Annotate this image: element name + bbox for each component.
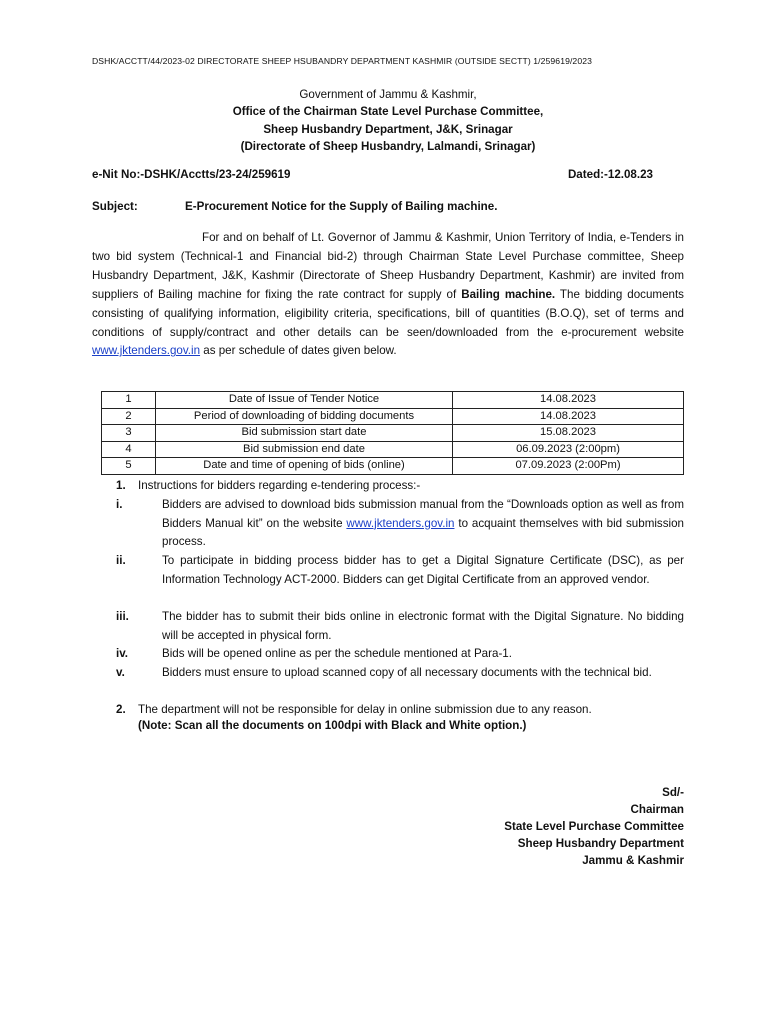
instruction-item (116, 645, 684, 664)
point-two-text: The department will not be responsible for delay in online submission due to any reason. (138, 703, 592, 716)
letterhead-office: Office of the Chairman State Level Purchase Committee, (232, 105, 544, 119)
paragraph-bold: Bailing machine. (461, 287, 556, 301)
instruction-text-cont: to acquaint themselves with bid submission process. (162, 516, 684, 549)
instruction-item (116, 608, 684, 645)
date-cell: 07.09.2023 (2:00Pm) (453, 458, 684, 475)
signature-sd: Sd/- (662, 786, 684, 799)
roman-numeral: iv. (116, 647, 129, 660)
date-cell: 15.08.2023 (453, 425, 684, 442)
enit-row (92, 168, 684, 181)
instruction-text: Bidders are advised to download bids submission manual from the “Downloads option as well as from Bidders Manual kit” on the website (162, 498, 684, 530)
signature-location: Jammu & Kashmir (582, 854, 684, 867)
serial-cell: 5 (102, 458, 156, 475)
subject-row (92, 200, 498, 213)
instruction-text: The bidder has to submit their bids online in electronic format with the Digital Signature. No bidding will be accepted in physical form. (162, 610, 684, 642)
roman-numeral: i. (116, 498, 123, 511)
serial-cell: 1 (102, 392, 156, 409)
point-number: 2. (116, 703, 126, 716)
enit-number: e-Nit No:-DSHK/Acctts/23-24/259619 (92, 168, 291, 181)
event-cell: Period of downloading of bidding documents (156, 408, 453, 425)
event-cell: Date and time of opening of bids (online) (156, 458, 453, 475)
signature-block (504, 784, 684, 869)
instruction-text: Bidders must ensure to upload scanned copy of all necessary documents with the technical bid. (162, 666, 652, 679)
letterhead-department: Sheep Husbandry Department, J&K, Srinagar (263, 122, 513, 136)
signature-department: Sheep Husbandry Department (517, 837, 684, 850)
table-row (102, 458, 684, 475)
website-link[interactable]: www.jktenders.gov.in (346, 516, 455, 530)
serial-cell: 2 (102, 408, 156, 425)
subject-label: Subject: (92, 200, 138, 213)
roman-numeral: v. (116, 666, 125, 679)
letterhead-government: Government of Jammu & Kashmir, (299, 88, 477, 101)
letterhead (92, 86, 684, 156)
instruction-text: Bids will be opened online as per the schedule mentioned at Para-1. (162, 647, 512, 660)
event-cell: Bid submission end date (156, 441, 453, 458)
signature-committee: State Level Purchase Committee (504, 820, 684, 833)
subject-text: E-Procurement Notice for the Supply of Bailing machine. (185, 200, 498, 213)
instructions-heading-text: Instructions for bidders regarding e-tendering process:- (138, 479, 421, 492)
roman-numeral: iii. (116, 610, 129, 623)
paragraph-part1: For and on behalf of Lt. Governor of Jammu & Kashmir, Union Territory of India, e-Tenders in two bid system (Technical-1 and Financial bid-2) through Chairman State Level Purchase committee, Sheep Husbandry Department, J&K, Kashmir (Directorate of Sheep Husbandry Department, Kashmir) are invited from suppliers of Bailing machine for fixing the rate contract for supply of (92, 231, 684, 301)
table-row (102, 441, 684, 458)
table-row (102, 408, 684, 425)
schedule-table (101, 391, 684, 475)
date-cell: 06.09.2023 (2:00pm) (453, 441, 684, 458)
notice-paragraph (92, 229, 684, 361)
date-cell: 14.08.2023 (453, 392, 684, 409)
paragraph-part2: The bidding documents consisting of qualifying information, eligibility criteria, specifications, bill of quantities (B.O.Q), set of terms and conditions of supply/contract and other details can be seen/downloaded from the e-procurement website (92, 287, 684, 339)
letterhead-directorate: (Directorate of Sheep Husbandry, Lalmandi, Srinagar) (240, 140, 536, 154)
point-number: 1. (116, 479, 126, 492)
paragraph-part3: as per schedule of dates given below. (200, 344, 397, 358)
website-link[interactable]: www.jktenders.gov.in (92, 344, 201, 358)
instruction-text: To participate in bidding process bidder has to get a Digital Signature Certificate (DSC), as per Information Technology ACT-2000. Bidders can get Digital Certificate from an approved vendor. (162, 554, 684, 586)
enit-date: Dated:-12.08.23 (567, 168, 653, 181)
event-cell: Bid submission start date (156, 425, 453, 442)
date-cell: 14.08.2023 (453, 408, 684, 425)
serial-cell: 3 (102, 425, 156, 442)
reference-line: DSHK/ACCTT/44/2023-02 DIRECTORATE SHEEP HSUBANDRY DEPARTMENT KASHMIR (OUTSIDE SECTT) 1/259619/2023 (92, 56, 592, 66)
serial-cell: 4 (102, 441, 156, 458)
signature-title: Chairman (630, 803, 684, 816)
instruction-item (116, 664, 684, 683)
table-row (102, 392, 684, 409)
roman-numeral: ii. (116, 554, 126, 567)
instruction-item (116, 496, 684, 552)
table-row (102, 425, 684, 442)
event-cell: Date of Issue of Tender Notice (156, 392, 453, 409)
instruction-item (116, 552, 684, 589)
scan-note: (Note: Scan all the documents on 100dpi with Black and White option.) (138, 719, 527, 732)
